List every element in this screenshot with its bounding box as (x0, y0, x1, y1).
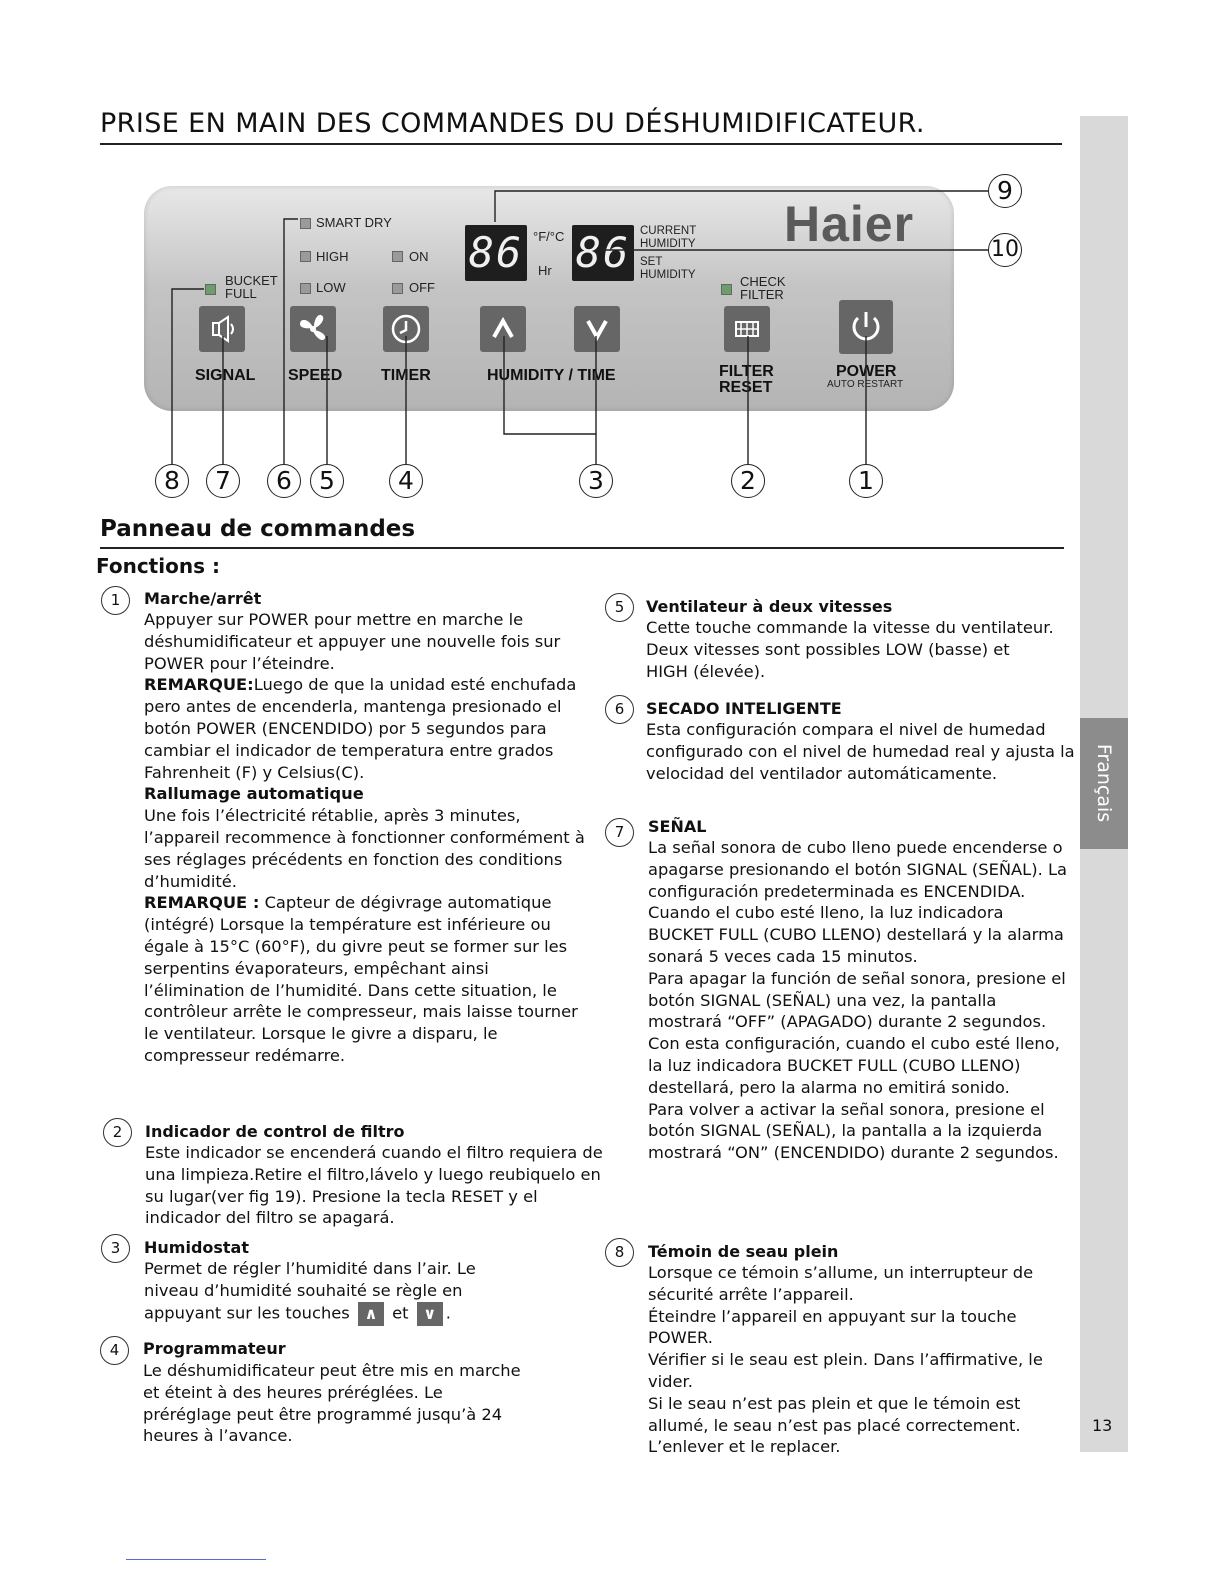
item-1-note2 (144, 892, 592, 1066)
bucket-full-label-1: BUCKET (225, 273, 278, 288)
callout-3: 3 (579, 464, 613, 498)
item-2-body (145, 1142, 617, 1229)
callout-4: 4 (389, 464, 423, 498)
power-label: POWER (836, 363, 897, 380)
smart-dry-label: SMART DRY (316, 215, 392, 230)
set-humidity-label-1: SET (640, 256, 663, 268)
item-7-p2: Para apagar la función de señal sonora, presione el botón SIGNAL (SEÑAL) una vez, la pantalla mostrará “OFF” (APAGADO) durante 2 segundos. Con esta configuración, cuando el cubo esté lleno, la luz indicadora BUCKET FULL (CUBO LLENO) destellará, pero la alarma no emitirá sonido. (648, 968, 1066, 1097)
callout-6: 6 (267, 464, 301, 498)
item-8-p2: Éteindre l’appareil en appuyant sur la touche POWER. (648, 1306, 1017, 1348)
item-7-body (648, 837, 1072, 1164)
item-7-p3: Para volver a activar la señal sonora, presione el botón SIGNAL (SEÑAL), la pantalla a la izquierda mostrará “ON” (ENCENDIDO) durante 2 segundos. (648, 1099, 1059, 1163)
item-6-text: Esta configuración compara el nivel de humedad configurado con el nivel de humedad real y ajusta la velocidad del ventilador automáticamente. (646, 720, 1075, 783)
item-6-number: 6 (605, 695, 634, 724)
item-1-note2-text: Capteur de dégivrage automatique (intégré) Lorsque la température est inférieure ou égale à 15°C (60°F), du givre peut se former sur les serpentins évaporateurs, empêchant ainsi l’élimination de l’humidité. Dans cette situation, le contrôleur arrête le compresseur, mais laisse tourner le ventilateur. Lorsque le givre a disparu, le compresseur redémarre. (144, 893, 578, 1065)
humidity-time-label: HUMIDITY / TIME (487, 367, 616, 384)
item-1-note2-label: REMARQUE : (144, 893, 260, 913)
item-8-p4: Si le seau n’est pas plein et que le témoin est allumé, le seau n’est pas placé correctement. L’enlever et le replacer. (648, 1393, 1021, 1457)
callout-8: 8 (155, 464, 189, 498)
item-2-number: 2 (103, 1118, 132, 1147)
section-subheading: Fonctions : (96, 554, 220, 578)
signal-label: SIGNAL (195, 367, 256, 384)
item-7-number: 7 (605, 818, 634, 847)
speed-label: SPEED (288, 367, 343, 384)
item-4-body (143, 1360, 533, 1447)
item-1-text: Appuyer sur POWER pour mettre en marche le déshumidificateur et appuyer une nouvelle fois sur POWER pour l’éteindre. (144, 610, 561, 673)
item-1-body (144, 609, 592, 1067)
item-1-note-label: REMARQUE: (144, 675, 254, 695)
item-6-body (646, 719, 1078, 784)
item-1-subtitle: Rallumage automatique (144, 784, 364, 804)
auto-restart-label: AUTO RESTART (827, 379, 904, 390)
item-4-number: 4 (100, 1336, 129, 1365)
item-5-number: 5 (605, 593, 634, 622)
item-1-number: 1 (101, 586, 130, 615)
item-5-text: Cette touche commande la vitesse du ventilateur. Deux vitesses sont possibles LOW (basse) et HIGH (élevée). (646, 618, 1054, 681)
item-1-subtext: Une fois l’électricité rétablie, après 3 minutes, l’appareil recommence à fonctionner conformément à ses réglages précédents en fonction des conditions d’humidité. (144, 806, 585, 891)
item-1-title: Marche/arrêt (144, 589, 262, 608)
language-tab-label: Français (1093, 743, 1115, 823)
off-label: OFF (409, 280, 435, 295)
item-4-text: Le déshumidificateur peut être mis en marche et éteint à des heures préréglées. Le préréglage peut être programmé jusqu’à 24 heures à l’avance. (143, 1361, 521, 1446)
current-humidity-label-1: CURRENT (640, 225, 697, 237)
callout-7: 7 (206, 464, 240, 498)
filter-reset-label-2: RESET (719, 379, 773, 396)
page-number: 13 (1092, 1416, 1113, 1435)
item-8-p1: Lorsque ce témoin s’allume, un interrupteur de sécurité arrête l’appareil. (648, 1263, 1034, 1304)
check-filter-label-1: CHECK (740, 274, 786, 289)
item-1-note-text: Luego de que la unidad esté enchufada pero antes de encenderla, mantenga presionado el botón POWER (ENCENDIDO) por 5 segundos para cambiar el indicador de temperatura entre grados Fahrenheit (F) y Celsius(C). (144, 675, 577, 782)
callout-5: 5 (310, 464, 344, 498)
current-humidity-label-2: HUMIDITY (640, 238, 696, 250)
on-label: ON (409, 249, 429, 264)
low-label: LOW (316, 280, 346, 295)
right-display: 86 (572, 225, 634, 281)
filter-reset-label-1: FILTER (719, 363, 774, 380)
item-1-note (144, 674, 592, 783)
item-5-body (646, 617, 1056, 682)
item-8-number: 8 (605, 1238, 634, 1267)
hour-unit-label: Hr (538, 263, 552, 278)
brand-logo: Haier (784, 196, 915, 252)
high-label: HIGH (316, 249, 349, 264)
item-5-title: Ventilateur à deux vitesses (646, 597, 893, 616)
item-8-body (648, 1262, 1066, 1458)
bucket-full-label-2: FULL (225, 286, 257, 301)
section-heading: Panneau de commandes (100, 516, 416, 542)
item-8-p3: Vérifier si le seau est plein. Dans l’affirmative, le vider. (648, 1350, 1043, 1391)
callout-10: 10 (988, 233, 1022, 267)
down-key-icon: ∨ (417, 1302, 443, 1326)
set-humidity-label-2: HUMIDITY (640, 269, 696, 281)
left-display: 86 (465, 225, 527, 281)
callout-1: 1 (849, 464, 883, 498)
item-7-p1: La señal sonora de cubo lleno puede encenderse o apagarse presionando el botón SIGNAL (SEÑAL). La configuración predeterminada es ENCENDIDA. Cuando el cubo esté lleno, la luz indicadora BUCKET FULL (CUBO LLENO) destellará y la alarma sonará 5 veces cada 15 minutos. (648, 838, 1067, 966)
item-8-title: Témoin de seau plein (648, 1242, 839, 1261)
timer-label: TIMER (381, 367, 431, 384)
item-4-title: Programmateur (143, 1339, 286, 1358)
up-key-icon: ∧ (358, 1302, 384, 1326)
item-2-text: Este indicador se encenderá cuando el filtro requiera de una limpieza.Retire el filtro,lávelo y luego reubiquelo en su lugar(ver fig 19). Presione la tecla RESET y el indicador del filtro se apagará. (145, 1143, 603, 1228)
item-3-body (144, 1258, 516, 1326)
item-3-title: Humidostat (144, 1238, 249, 1257)
section-rule (100, 547, 1064, 549)
check-filter-label-2: FILTER (740, 287, 784, 302)
callout-9: 9 (988, 174, 1022, 208)
callout-2: 2 (731, 464, 765, 498)
item-3-number: 3 (101, 1234, 130, 1263)
page-title: PRISE EN MAIN DES COMMANDES DU DÉSHUMIDIFICATEUR. (100, 108, 925, 139)
item-3-text: Permet de régler l’humidité dans l’air. Le niveau d’humidité souhaité se règle en appuyant sur les touches (144, 1259, 476, 1323)
temp-unit-label: °F/°C (533, 229, 565, 244)
item-7-title: SEÑAL (648, 817, 707, 836)
item-3-conj: et (392, 1303, 409, 1323)
item-2-title: Indicador de control de filtro (145, 1122, 405, 1141)
item-6-title: SECADO INTELIGENTE (646, 699, 842, 718)
item-3-end: . (445, 1303, 451, 1323)
footer-line (126, 1559, 266, 1560)
